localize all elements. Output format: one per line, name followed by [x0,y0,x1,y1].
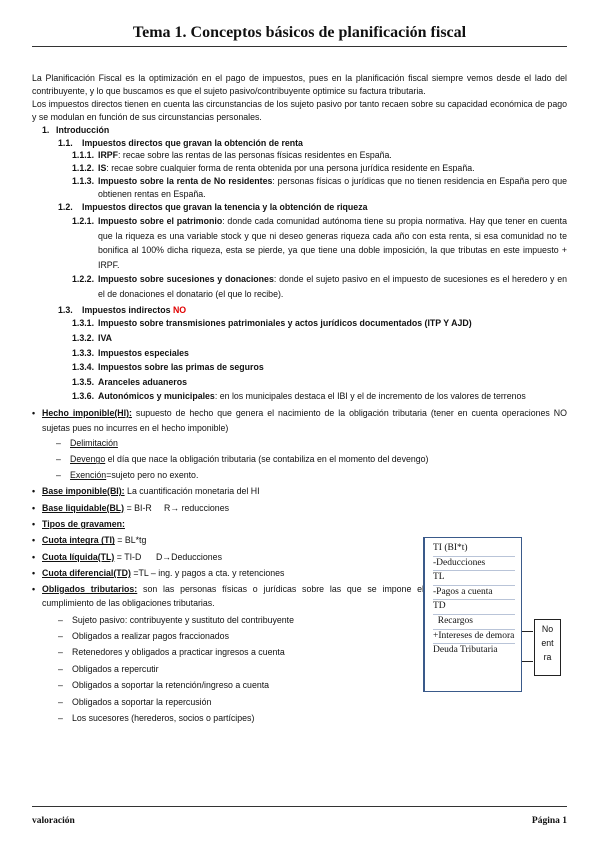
term: Impuestos especiales [98,347,189,358]
description: La cuantificación monetaria del HI [124,486,260,497]
list-item-text: Retenedores y obligados a practicar ingresos a cuenta [72,647,285,658]
bullet-icon: • [32,502,36,513]
list-item-text: Obligados a soportar la retención/ingreso a cuenta [72,680,270,691]
list-item-text: Obligados a soportar la repercusión [72,696,212,707]
definitions-list [32,483,424,609]
section-1-2-heading [32,201,567,214]
term: Cuota líquida(TL) [42,551,115,562]
term: Hecho imponible(HI): [42,408,132,418]
section-number: 1.3.5. [72,376,95,387]
intro-paragraph-2: Los impuestos directos tienen en cuenta las circunstancias de los sujeto pasivo por tanto recaen sobre su capacidad económica de pago y se modulan en función de sus circunstancias personales. [32,98,567,122]
term: Tipos de gravamen: [42,519,125,529]
description: = BI-R R→ reducciones [124,502,229,513]
section-number: 1.1.1. [72,150,95,161]
bullet-icon: • [32,583,36,594]
page-title: Tema 1. Conceptos básicos de planificación fiscal [132,24,467,41]
term: IS [98,163,107,174]
description: = BL*tg [114,535,147,546]
term: Base liquidable(BL) [42,502,125,513]
dash-icon: – [56,454,61,465]
section-number: 1.2. [58,202,73,213]
def-obligados-tributarios [32,582,424,610]
section-1-3-1 [32,316,567,331]
section-number: 1.3.4. [72,362,95,373]
box-row-tl: TL [433,571,515,586]
bracket-connector [522,631,533,662]
no-flag: NO [172,304,187,315]
intro-paragraph-1: La Planificación Fiscal es la optimización en el pago de impuestos, pues en la planificación fiscal siempre vemos desde el lado del contribuyente, y lo que buscamos es que el sujeto pasivo/contribuyente optimice su factura tributaria. [32,73,567,96]
description: =TL – ing. y pagos a cta. y retenciones [130,568,285,579]
section-number: 1.2.1. [72,215,95,226]
section-title: Impuestos directos que gravan la tenencia y la obtención de riqueza [82,202,368,213]
bullet-icon: • [32,535,36,546]
box-row-ti: TI (BI*t) [433,542,515,557]
list-item-text: Obligados a realizar pagos fraccionados [72,631,229,642]
section-title: Introducción [56,124,110,135]
section-1-3-5 [32,375,567,390]
section-number: 1.1.2. [72,163,95,174]
page-number: Página 1 [531,816,567,826]
dash-icon: – [56,470,61,481]
deuda-tributaria-box [423,537,522,692]
box-row-td: TD [433,600,515,615]
list-item [32,710,567,726]
dash-icon: – [58,647,63,658]
section-number: 1.3.1. [72,318,95,329]
def-base-liquidable [32,500,424,516]
description: : en los municipales destaca el IBI y el de incremento de los valores de terrenos [214,391,526,402]
dash-icon: – [58,614,63,625]
description: : personas físicas o jurídicas que no tienen residencia en España pero que obtienen rentas en España. [98,176,567,200]
term: Impuesto sobre el patrimonio [98,215,223,226]
section-1-3-6 [32,389,567,404]
section-1-2-1 [32,214,567,272]
bullet-icon: • [32,551,36,562]
section-number: 1.3. [58,304,73,315]
description: : recae sobre cualquier forma de renta obtenida por una persona jurídica residente en España. [106,163,475,174]
box-row-deducciones: -Deducciones [433,557,515,572]
term: IRPF [98,150,119,161]
section-number: 1.3.2. [72,333,95,344]
section-1-3-heading [32,304,567,317]
no-entra-box [534,619,561,676]
term: Impuestos sobre las primas de seguros [98,362,264,373]
section-number: 1.3.6. [72,391,95,402]
section-number: 1.2.2. [72,274,95,285]
bullet-icon: • [32,408,36,418]
section-title: Impuestos indirectos [82,304,171,315]
description: : donde cada comunidad autónoma tiene su propia normativa. Hay que tener en cuenta que la riqueza es una variable stock y que ni deseo generas riqueza cada año con esta renta, si esa comunidad no te bonifica al 100% dicha riqueza, esta se pierde, ya que tiene una doble imposición, la que tributas en este impuesto + IRPF. [98,215,567,270]
term: Devengo [70,454,106,465]
bullet-icon: • [32,568,36,579]
term: Obligados tributarios: [42,583,138,594]
def-base-imponible [32,483,424,499]
def-tipos-gravamen [32,516,424,532]
hecho-imponible-item [32,406,567,435]
bullet-icon: • [32,486,36,497]
term: Base imponible(BI): [42,486,125,497]
term: Impuesto sobre la renta de No residentes [98,176,273,187]
section-number: 1.1.3. [72,176,95,187]
description: : recae sobre las rentas de las personas físicas residentes en España. [118,150,392,161]
description: =sujeto pero no exento. [106,470,199,481]
list-item-text: Sujeto pasivo: contribuyente y sustituto del contribuyente [72,614,295,625]
hecho-sub-list [32,435,567,483]
section-1-3-2 [32,331,567,346]
box-row-deuda: Deuda Tributaria [433,645,498,656]
section-number: 1. [42,124,50,135]
section-number: 1.3.3. [72,347,95,358]
term: Cuota integra (TI) [42,535,115,546]
dash-icon: – [56,438,61,449]
list-item [32,694,567,710]
box-row-intereses: +Intereses de demora [433,630,515,645]
section-1-1-3 [32,175,567,201]
header-rule [32,46,567,47]
term: Aranceles aduaneros [98,376,187,387]
no-entra-line: ra [543,652,552,662]
no-entra-line: ent [541,638,554,648]
term: Delimitación [70,438,118,449]
section-1-1-2 [32,162,567,175]
section-1-3-list [32,316,567,404]
section-number: 1.1. [58,137,73,148]
footer-rule [32,806,567,807]
section-1-heading [32,124,567,137]
section-1-3-3 [32,346,567,361]
box-row-recargos: Recargos [433,615,515,630]
def-cuota-diferencial [32,565,424,581]
dash-icon: – [58,713,63,724]
description: : donde el sujeto pasivo en el impuesto de sucesiones es el heredero y en el de donaciones el donatario (el que lo recibe). [98,274,568,299]
term: Impuesto sobre transmisiones patrimoniales y actos jurídicos documentados (ITP Y AJD) [98,318,472,329]
sub-item-devengo [32,451,567,467]
term: Impuesto sobre sucesiones y donaciones [98,274,274,285]
dash-icon: – [58,680,63,691]
section-1-3-4 [32,360,567,375]
def-cuota-liquida [32,549,424,565]
sub-item-exencion [32,467,567,483]
section-1-2-2 [32,272,567,301]
list-item-text: Obligados a repercutir [72,663,159,674]
term: Cuota diferencial(TD) [42,568,131,579]
bullet-icon: • [32,519,36,529]
def-cuota-integra [32,532,424,548]
dash-icon: – [58,696,63,707]
no-entra-line: No [541,624,554,634]
section-title: Impuestos directos que gravan la obtención de renta [82,137,303,148]
sub-item-delimitacion [32,435,567,451]
term: Exención [70,470,107,481]
term: Autonómicos y municipales [98,391,215,402]
section-1-1-1 [32,149,567,162]
description: el día que nace la obligación tributaria (se contabiliza en el momento del devengo) [105,454,429,465]
section-1-1-heading [32,137,567,150]
footer-left: valoración [32,816,75,826]
description: son las personas físicas o jurídicas sobre las que se impone el cumplimiento de las obligaciones tributarias. [42,583,424,608]
term: IVA [98,333,113,344]
box-row-pagos: -Pagos a cuenta [433,586,515,601]
dash-icon: – [58,663,63,674]
list-item-text: Los sucesores (herederos, socios o partícipes) [72,713,255,724]
description: = TI-D D→Deducciones [114,551,222,562]
dash-icon: – [58,631,63,642]
description: supuesto de hecho que genera el nacimiento de la obligación tributaria (tener en cuenta operaciones NO sujetas pues no incurres en el hecho imponible) [42,408,567,433]
